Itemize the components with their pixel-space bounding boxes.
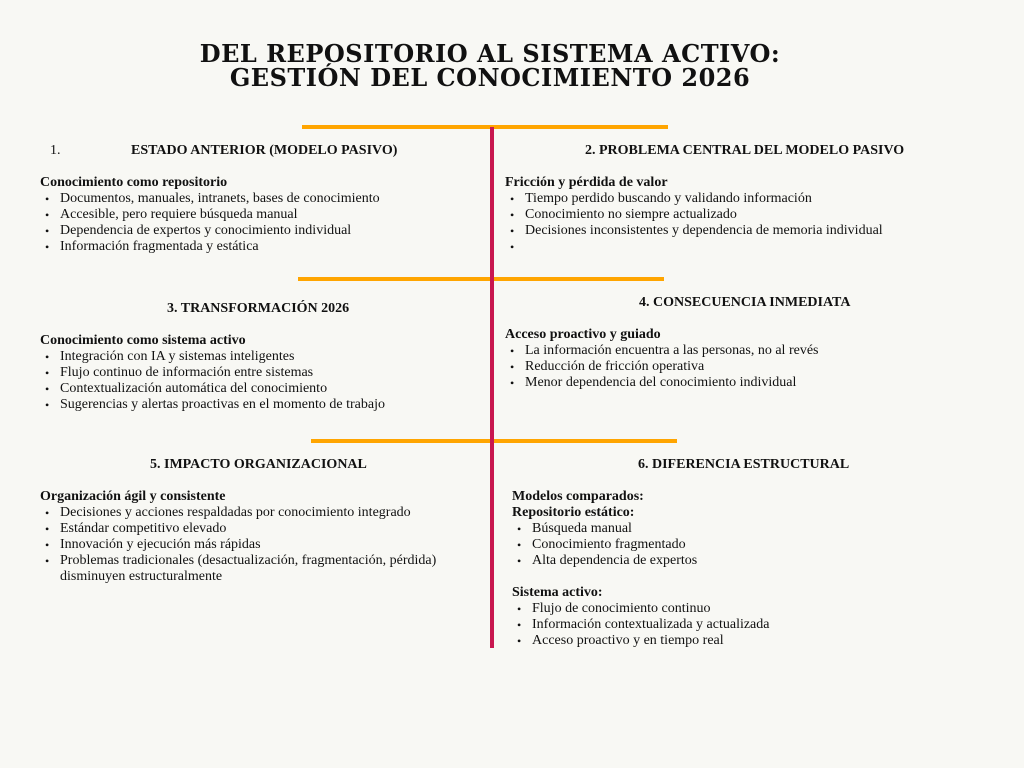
group-label-sistema: Sistema activo: <box>512 585 603 600</box>
list-item: • Menor dependencia del conocimiento individual <box>525 375 985 391</box>
list-item: • Acceso proactivo y en tiempo real <box>532 633 972 649</box>
list-item: • Tiempo perdido buscando y validando información <box>525 191 1005 207</box>
section-subtitle: Modelos comparados: <box>512 489 644 504</box>
divider-vertical <box>490 127 494 648</box>
section-subtitle: Fricción y pérdida de valor <box>505 175 668 190</box>
bullet-list <box>40 505 480 585</box>
section-subtitle: Conocimiento como repositorio <box>40 175 228 190</box>
title-line-1: DEL REPOSITORIO AL SISTEMA ACTIVO: <box>199 39 781 68</box>
section-subtitle: Organización ágil y consistente <box>40 489 226 504</box>
list-item: • Decisiones inconsistentes y dependencia de memoria individual <box>525 223 1005 239</box>
section-heading: ESTADO ANTERIOR (MODELO PASIVO) <box>131 143 398 158</box>
divider-orange-2 <box>298 277 664 281</box>
bullet-list <box>40 349 480 413</box>
section-heading: 4. CONSECUENCIA INMEDIATA <box>639 295 851 310</box>
section-problema-central <box>505 143 1005 255</box>
list-item: • Reducción de fricción operativa <box>525 359 985 375</box>
divider-orange-1 <box>302 125 668 129</box>
list-item: • Decisiones y acciones respaldadas por conocimiento integrado <box>60 505 480 521</box>
list-item: • Información contextualizada y actualizada <box>532 617 972 633</box>
section-estado-anterior <box>40 143 480 255</box>
section-subtitle: Conocimiento como sistema activo <box>40 333 246 348</box>
list-item: • La información encuentra a las personas, no al revés <box>525 343 985 359</box>
list-item: • Accesible, pero requiere búsqueda manual <box>60 207 480 223</box>
list-item: • Búsqueda manual <box>532 521 972 537</box>
list-item: • Flujo continuo de información entre sistemas <box>60 365 480 381</box>
bullet-list <box>505 191 1005 255</box>
list-item: • Integración con IA y sistemas inteligentes <box>60 349 480 365</box>
list-item: • Conocimiento fragmentado <box>532 537 972 553</box>
section-diferencia <box>512 457 972 649</box>
section-transformacion <box>40 301 480 413</box>
divider-orange-3 <box>311 439 677 443</box>
list-item: • Sugerencias y alertas proactivas en el momento de trabajo <box>60 397 480 413</box>
title-line-2: GESTIÓN DEL CONOCIMIENTO 2026 <box>229 63 751 92</box>
list-item: • Alta dependencia de expertos <box>532 553 972 569</box>
list-item: • Estándar competitivo elevado <box>60 521 480 537</box>
bullet-list <box>512 521 972 569</box>
bullet-list <box>512 601 972 649</box>
bullet-list <box>40 191 480 255</box>
section-impacto <box>40 457 480 585</box>
section-number: 1. <box>50 143 61 158</box>
group-label-repositorio: Repositorio estático: <box>512 505 635 520</box>
list-item: • Flujo de conocimiento continuo <box>532 601 972 617</box>
page-title <box>0 39 980 92</box>
list-item: • Innovación y ejecución más rápidas <box>60 537 480 553</box>
section-heading: 3. TRANSFORMACIÓN 2026 <box>167 301 350 316</box>
list-item: • Información fragmentada y estática <box>60 239 480 255</box>
list-item: • Contextualización automática del conocimiento <box>60 381 480 397</box>
bullet-list <box>505 343 985 391</box>
section-subtitle: Acceso proactivo y guiado <box>505 327 661 342</box>
list-item: • Conocimiento no siempre actualizado <box>525 207 1005 223</box>
list-item: • Documentos, manuales, intranets, bases de conocimiento <box>60 191 480 207</box>
section-heading: 6. DIFERENCIA ESTRUCTURAL <box>638 457 850 472</box>
list-item <box>525 239 1005 255</box>
list-item: • Dependencia de expertos y conocimiento individual <box>60 223 480 239</box>
section-consecuencia <box>505 295 985 391</box>
section-heading: 2. PROBLEMA CENTRAL DEL MODELO PASIVO <box>585 143 905 158</box>
list-item: • Problemas tradicionales (desactualización, fragmentación, pérdida) disminuyen estructuralmente <box>60 553 480 585</box>
section-heading: 5. IMPACTO ORGANIZACIONAL <box>150 457 367 472</box>
